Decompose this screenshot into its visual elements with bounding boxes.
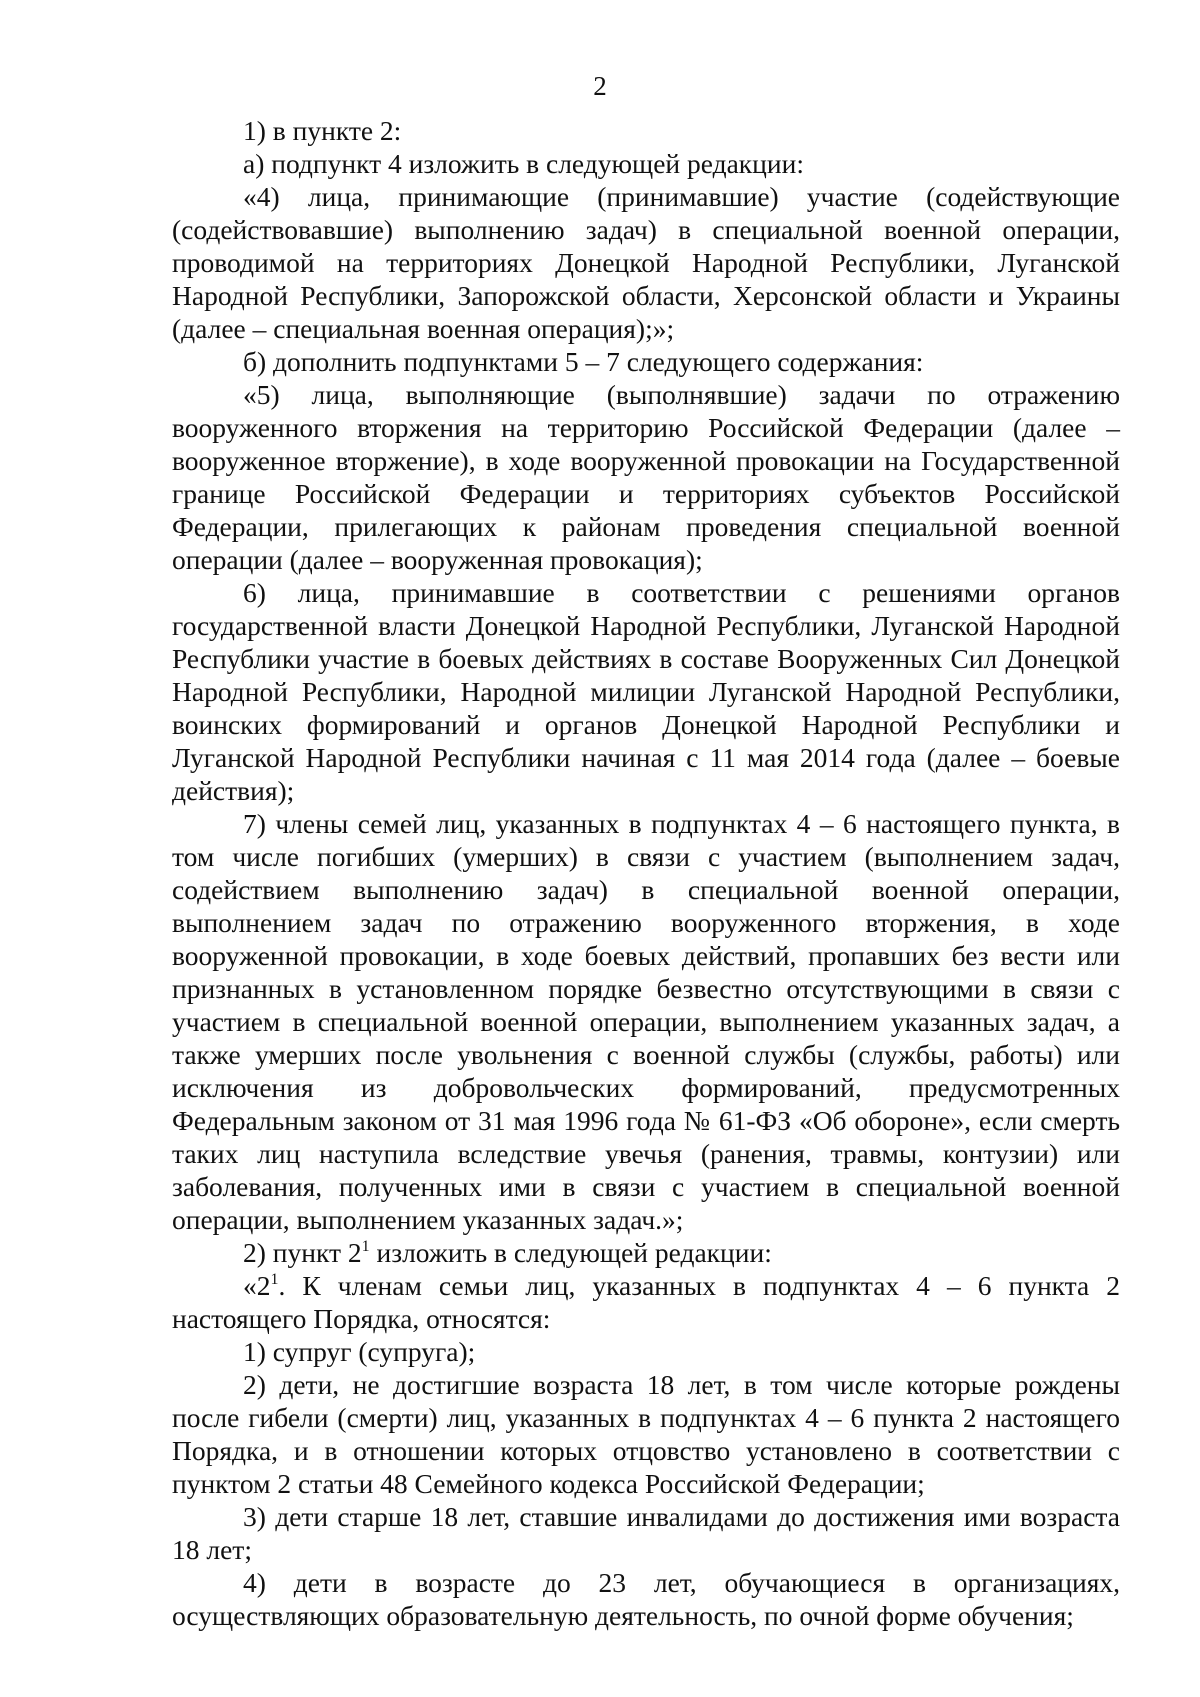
text-run: «2	[243, 1270, 271, 1301]
paragraph-item-1-header: 1) в пункте 2:	[243, 115, 402, 146]
point-2-1-text	[172, 1269, 1120, 1335]
text-run: 2) пункт 2	[243, 1237, 362, 1268]
subparagraph-4-text: «4) лица, принимающие (принимавшие) участие (содействующие (содействовавшие) выполнению задач) в специальной военной операции, проводимой на территориях Донецкой Народной Республики, Луганской Народной Республики, Запорожской области, Херсонской области и Украины (далее – специальная военная операция);»;	[172, 181, 1120, 344]
subparagraph-6-text: 6) лица, принимавшие в соответствии с решениями органов государственной власти Донецкой Народной Республики, Луганской Народной Республики участие в боевых действиях в составе Вооруженных Сил Донецкой Народной Республики, Народной милиции Луганской Народной Республики, воинских формирований и органов Донецкой Народной Республики и Луганской Народной Республики начиная с 11 мая 2014 года (далее – боевые действия);	[172, 577, 1120, 806]
family-member-4: 4) дети в возрасте до 23 лет, обучающиеся в организациях, осуществляющих образовательную деятельность, по очной форме обучения;	[172, 1567, 1120, 1631]
subparagraph-5-text: «5) лица, выполняющие (выполнявшие) задачи по отражению вооруженного вторжения на территорию Российской Федерации (далее – вооруженное вторжение), в ходе вооруженной провокации на Государственной границе Российской Федерации и территориях субъектов Российской Федерации, прилегающих к районам проведения специальной военной операции (далее – вооруженная провокация);	[172, 379, 1120, 575]
family-member-2: 2) дети, не достигшие возраста 18 лет, в том числе которые рождены после гибели (смерти) лиц, указанных в подпунктах 4 – 6 пункта 2 настоящего Порядка, и в отношении которых отцовство установлено в соответствии с пунктом 2 статьи 48 Семейного кодекса Российской Федерации;	[172, 1369, 1120, 1499]
text-run: . К членам семьи лиц, указанных в подпунктах 4 – 6 пункта 2 настоящего Порядка, относятся:	[172, 1270, 1120, 1334]
subparagraph-a: а) подпункт 4 изложить в следующей редакции:	[243, 148, 804, 179]
superscript: 1	[361, 1238, 370, 1255]
family-member-3: 3) дети старше 18 лет, ставшие инвалидами до достижения ими возраста 18 лет;	[172, 1501, 1120, 1565]
subparagraph-b: б) дополнить подпунктами 5 – 7 следующего содержания:	[243, 346, 924, 377]
paragraph-item-2-header	[172, 1236, 1120, 1269]
document-body	[172, 114, 1120, 1632]
superscript: 1	[270, 1271, 279, 1288]
text-run: изложить в следующей редакции:	[369, 1237, 772, 1268]
subparagraph-7-text: 7) члены семей лиц, указанных в подпунктах 4 – 6 настоящего пункта, в том числе погибших (умерших) в связи с участием (выполнением задач, содействием выполнению задач) в специальной военной операции, выполнением задач по отражению вооруженного вторжения, в ходе вооруженной провокации, в ходе боевых действий, пропавших без вести или признанных в установленном порядке безвестно отсутствующими в связи с участием в специальной военной операции, выполнением указанных задач, а также умерших после увольнения с военной службы (службы, работы) или исключения из добровольческих формирований, предусмотренных Федеральным законом от 31 мая 1996 года № 61-ФЗ «Об обороне», если смерть таких лиц наступила вследствие увечья (ранения, травмы, контузии) или заболевания, полученных ими в связи с участием в специальной военной операции, выполнением указанных задач.»;	[172, 808, 1120, 1235]
page-number: 2	[593, 71, 607, 101]
family-member-1: 1) супруг (супруга);	[243, 1336, 476, 1367]
